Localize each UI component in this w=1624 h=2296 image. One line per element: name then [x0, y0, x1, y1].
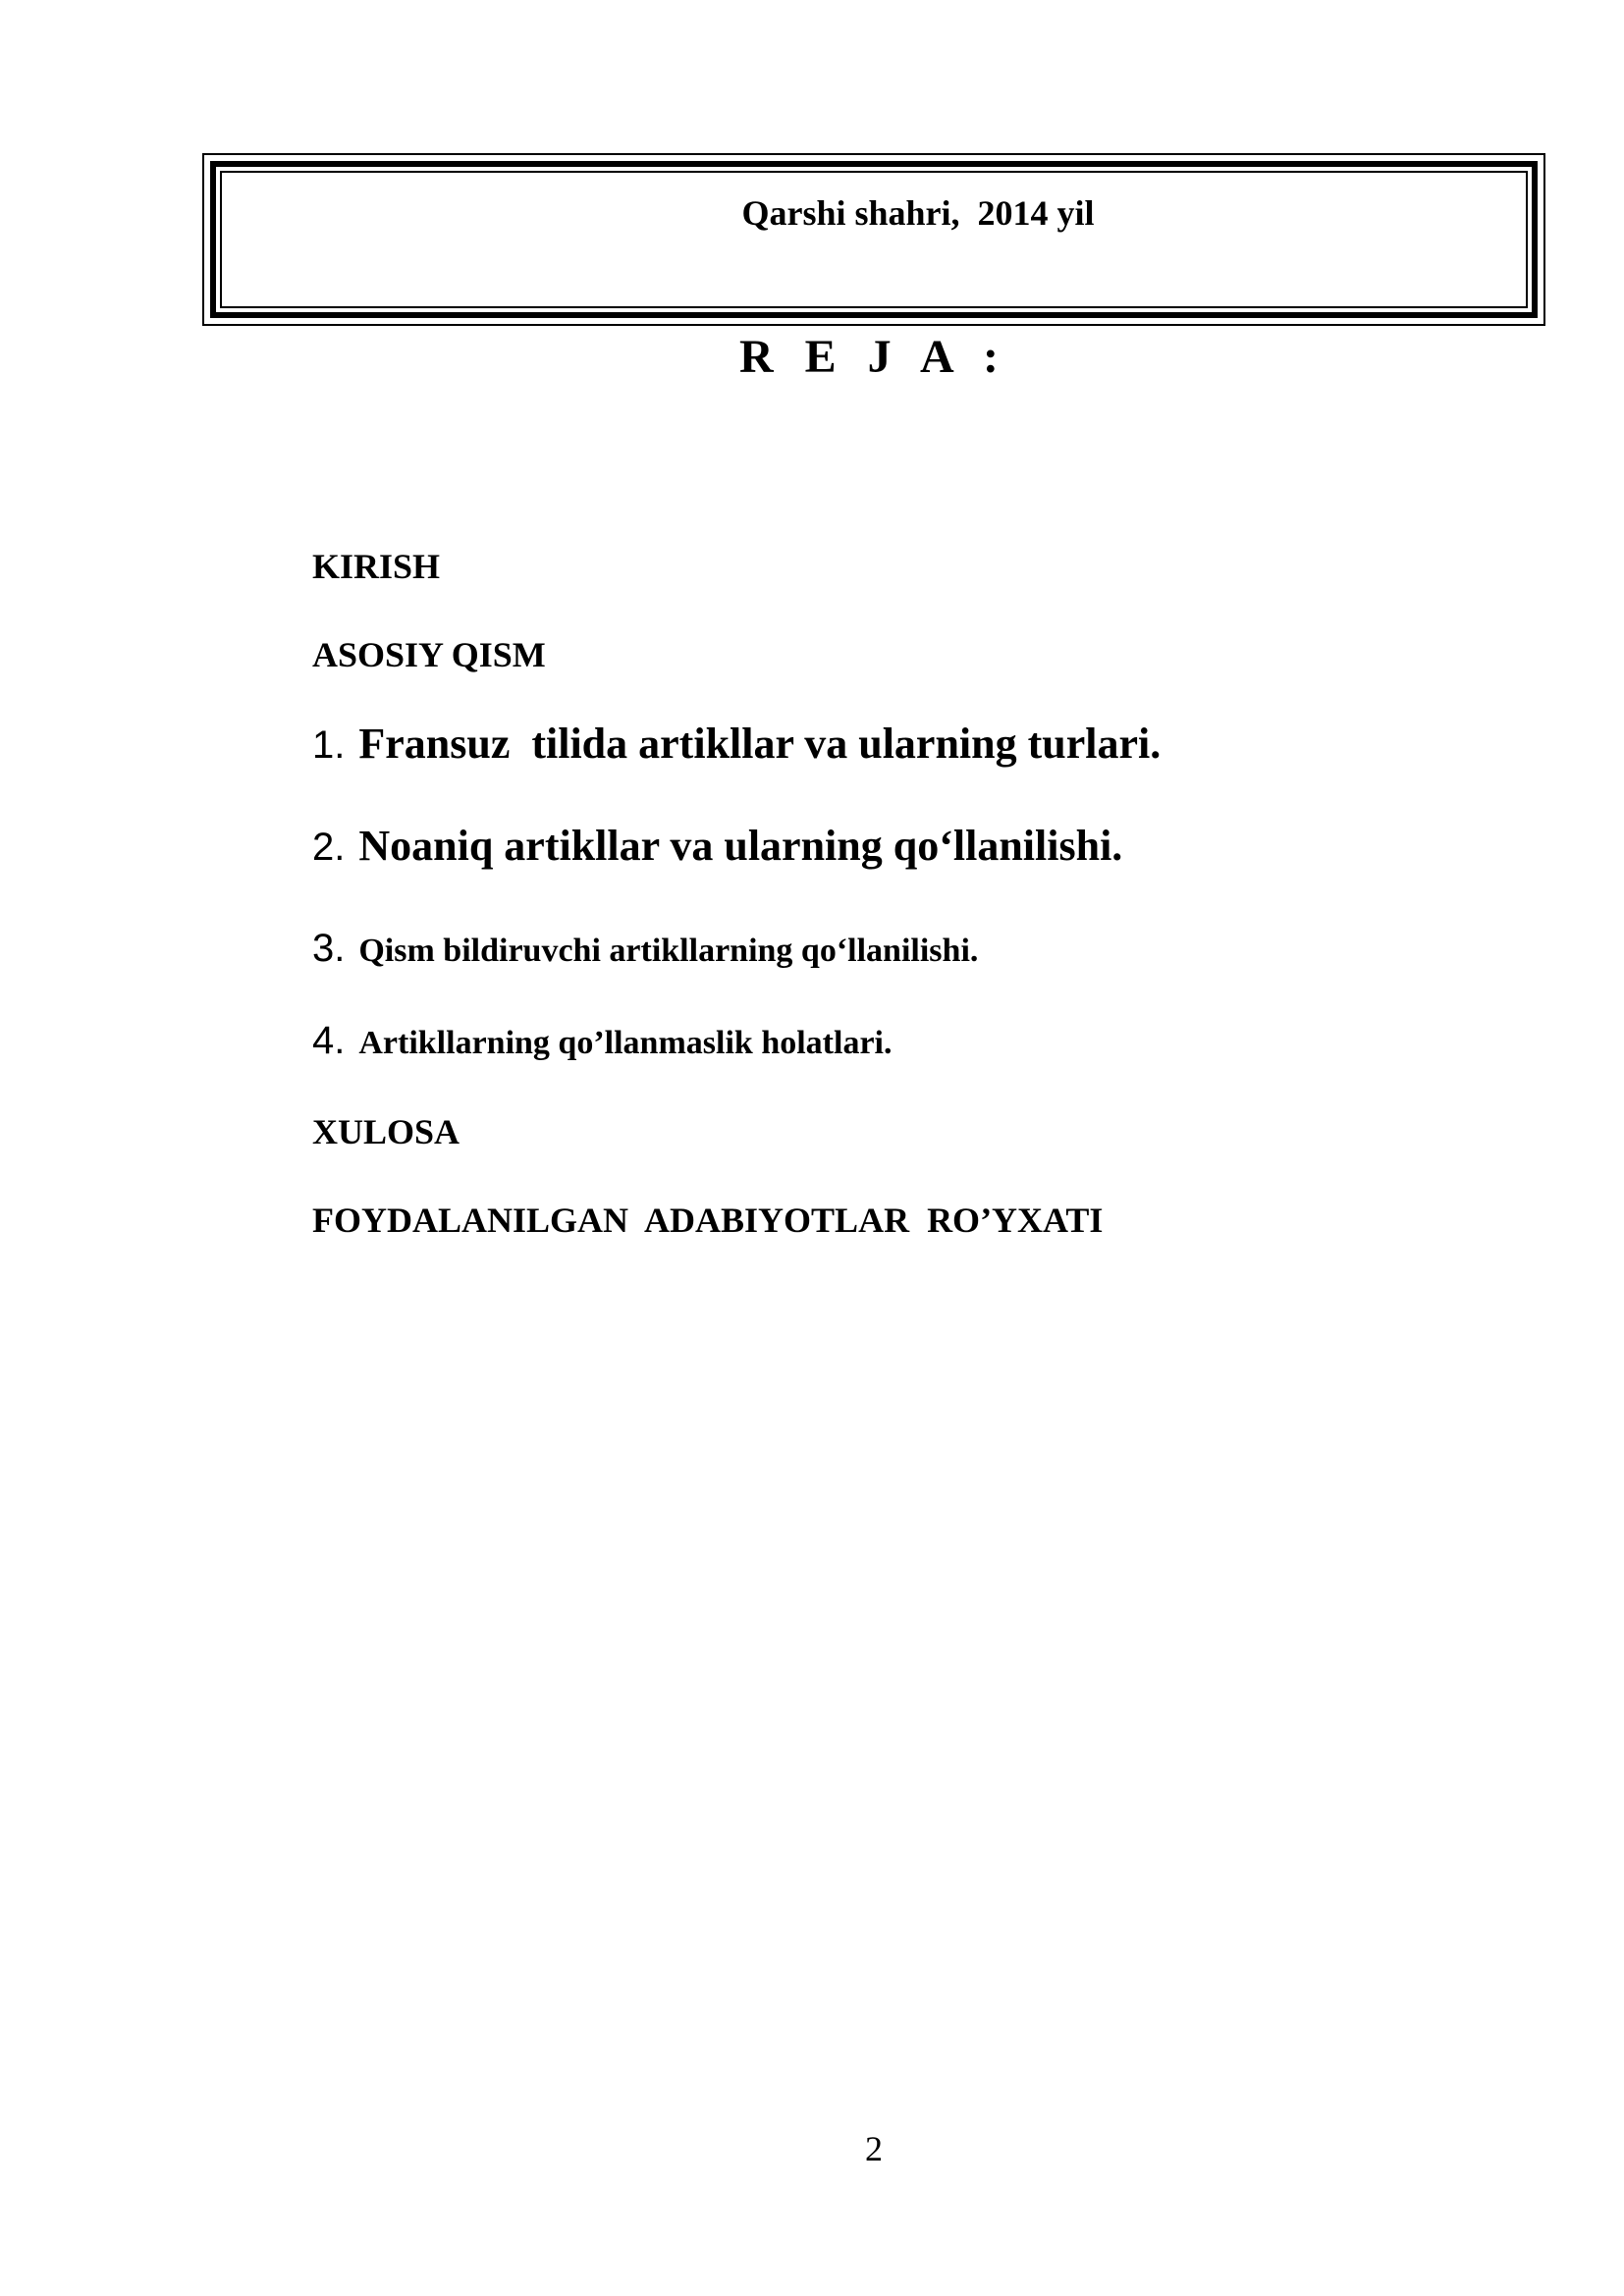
- outline-item-text: Qism bildiruvchi artikllarning qo‘llanilishi.: [358, 933, 979, 969]
- title-frame-thick-border: [210, 161, 1538, 318]
- outline-item-number: 2.: [312, 826, 346, 869]
- outline-item-text: Fransuz tilida artikllar va ularning turlari.: [358, 720, 1162, 768]
- city-year-text: Qarshi shahri, 2014 yil: [741, 193, 1095, 233]
- outline-item-1: [312, 719, 1161, 769]
- heading-references: FOYDALANILGAN ADABIYOTLAR RO’YXATI: [312, 1201, 1104, 1240]
- outline-item-text: Noaniq artikllar va ularning qo‘llanilishi.: [358, 822, 1123, 870]
- outline-item-text: Artikllarning qo’llanmaslik holatlari.: [358, 1025, 893, 1061]
- outline-item-number: 3.: [312, 927, 346, 970]
- page-number: 2: [865, 2129, 883, 2168]
- outline-item-number: 1.: [312, 723, 346, 767]
- outline-item-4: [312, 1019, 892, 1063]
- outline-item-3: [312, 927, 978, 971]
- title-frame-inner-border: [220, 171, 1528, 308]
- plan-title: R E J A :: [738, 331, 1009, 383]
- heading-intro: KIRISH: [312, 547, 441, 586]
- outline-item-2: [312, 821, 1122, 871]
- heading-conclusion: XULOSA: [312, 1112, 460, 1151]
- title-frame: [202, 153, 1545, 326]
- heading-main-part: ASOSIY QISM: [312, 635, 546, 674]
- outline-item-number: 4.: [312, 1019, 346, 1062]
